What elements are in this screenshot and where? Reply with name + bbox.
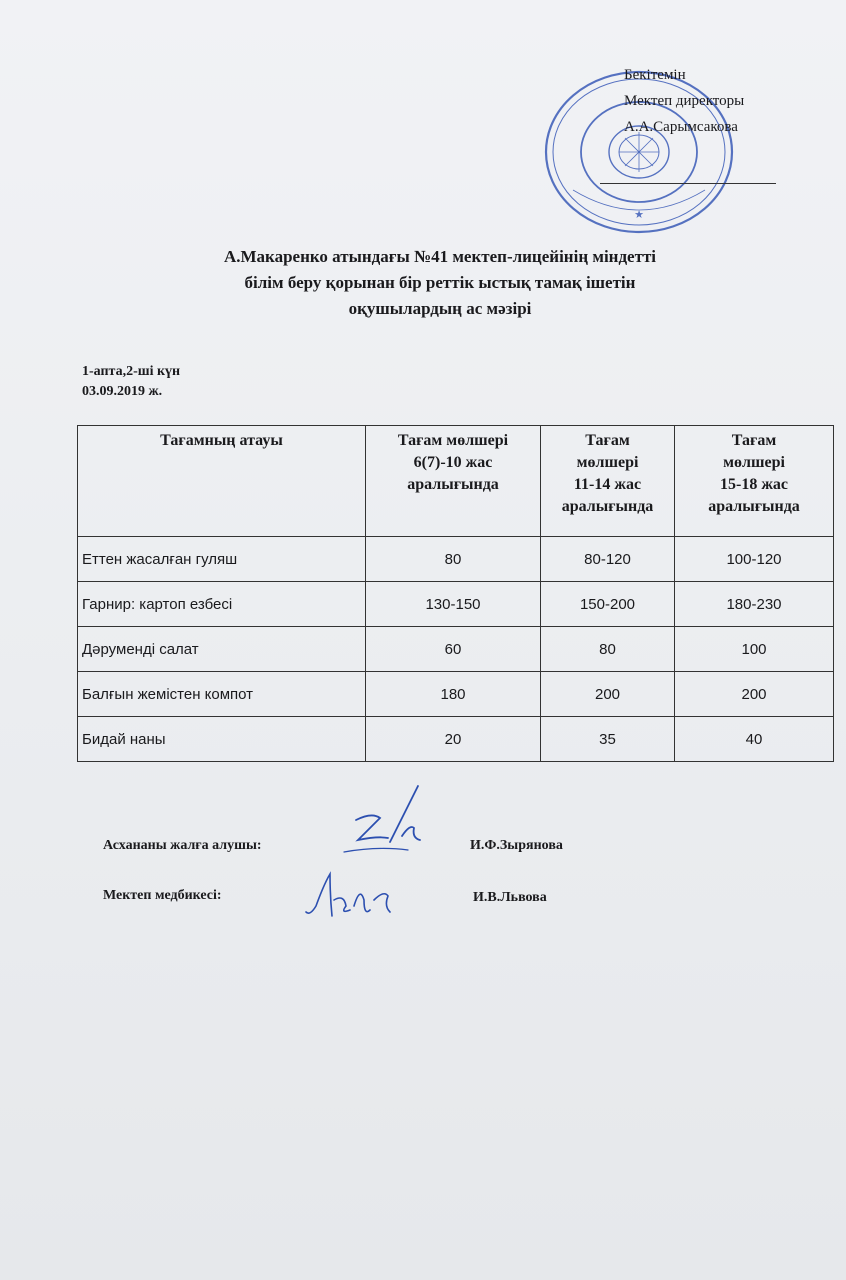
portion-15-18: 40 [675, 717, 834, 762]
dish-name: Балғын жемістен компот [78, 672, 366, 717]
portion-6-10: 20 [366, 717, 541, 762]
portion-6-10: 60 [366, 627, 541, 672]
menu-table [77, 425, 834, 762]
approval-position: Мектеп директоры [624, 93, 745, 109]
week-day: 1-апта,2-ші күн [82, 364, 181, 379]
cook-handwritten-signature [338, 780, 434, 860]
portion-15-18: 100 [675, 627, 834, 672]
portion-6-10: 180 [366, 672, 541, 717]
portion-11-14: 80-120 [541, 537, 675, 582]
table-row [78, 627, 834, 672]
approval-heading: Бекітемін [624, 67, 686, 83]
portion-11-14: 35 [541, 717, 675, 762]
portion-11-14: 150-200 [541, 582, 675, 627]
title-line-1: А.Макаренко атындағы №41 мектеп-лицейінің міндетті [223, 247, 657, 266]
portion-15-18: 100-120 [675, 537, 834, 582]
dish-name: Еттен жасалған гуляш [78, 537, 366, 582]
nurse-signature-label: Мектеп медбикесі: [103, 888, 222, 903]
header-portion-6-10: Тағам мөлшері 6(7)-10 жас аралығында [366, 426, 541, 537]
cook-name: И.Ф.Зырянова [470, 838, 563, 853]
approval-director-name: А.А.Сарымсакова [624, 119, 738, 135]
svg-text:★: ★ [634, 208, 644, 221]
portion-6-10: 130-150 [366, 582, 541, 627]
portion-15-18: 180-230 [675, 582, 834, 627]
dish-name: Дәруменді салат [78, 627, 366, 672]
header-portion-15-18: Тағам мөлшері 15-18 жас аралығында [675, 426, 834, 537]
portion-6-10: 80 [366, 537, 541, 582]
header-dish-name: Тағамның атауы [78, 426, 366, 537]
header-portion-11-14: Тағам мөлшері 11-14 жас аралығында [541, 426, 675, 537]
portion-11-14: 80 [541, 627, 675, 672]
table-header-row [78, 426, 834, 537]
menu-meta [82, 362, 180, 402]
table-row [78, 717, 834, 762]
nurse-name: И.В.Львова [473, 890, 547, 905]
dish-name: Бидай наны [78, 717, 366, 762]
approval-block [624, 62, 744, 140]
table-row [78, 537, 834, 582]
approval-signature-line [600, 183, 776, 184]
nurse-handwritten-signature [300, 866, 410, 928]
document-title [80, 244, 800, 322]
title-line-2: білім беру қорынан бір реттік ыстық тамақ ішетін [244, 273, 636, 292]
portion-11-14: 200 [541, 672, 675, 717]
table-row [78, 672, 834, 717]
table-row [78, 582, 834, 627]
cook-signature-label: Асхананы жалға алушы: [103, 838, 262, 853]
menu-date: 03.09.2019 ж. [82, 384, 163, 399]
portion-15-18: 200 [675, 672, 834, 717]
dish-name: Гарнир: картоп езбесі [78, 582, 366, 627]
title-line-3: оқушылардың ас мәзірі [348, 299, 532, 318]
